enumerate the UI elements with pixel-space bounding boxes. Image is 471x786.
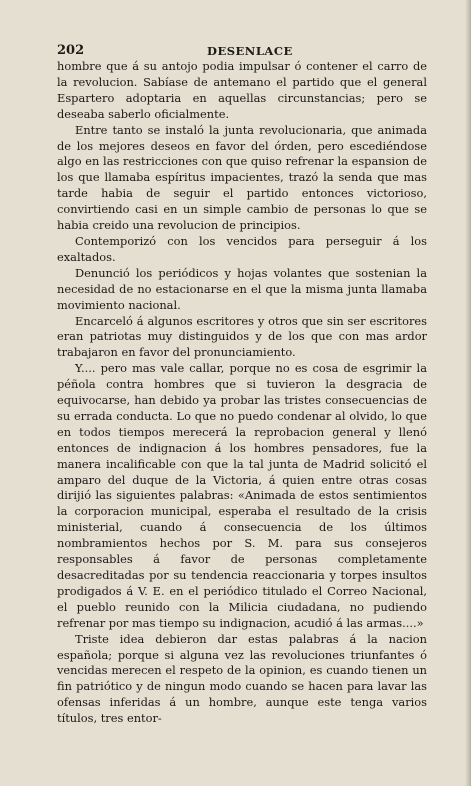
paragraph-3: Contemporizó con los vencidos para perseguir á los exaltados.	[57, 233, 427, 264]
paragraph-5: Encarceló á algunos escritores y otros que sin ser escritores eran patriotas muy distinguidos y de los que con mas ardor trabajaron en favor del pronunciamiento.	[57, 313, 427, 360]
page-number: 202	[57, 43, 85, 58]
paragraph-7: Triste idea debieron dar estas palabras á la nacion española; porque si alguna vez las revoluciones triunfantes ó vencidas merecen el respeto de la opinion, es cuando tienen un fin patriótico y de ningun modo cuando se hacen para lavar las ofensas inferidas á un hombre, aunque este tenga varios títulos, tres entor-	[57, 631, 427, 726]
paragraph-4: Denunció los periódicos y hojas volantes que sostenian la necesidad de no estacionarse en el que la misma junta llamaba movimiento nacional.	[57, 265, 427, 312]
paragraph-2: Entre tanto se instaló la junta revolucionaria, que animada de los mejores deseos en favor del órden, pero escediéndose algo en las restricciones con que quiso refrenar la espansion de los que llamaba espíritus impacientes, trazó la senda que mas tarde habia de seguir el partido entonces victorioso, convirtiendo casi en un simple cambio de personas lo que se habia creido una revolucion de principios.	[57, 122, 427, 233]
running-head: DESENLACE	[207, 44, 293, 58]
paragraph-6: Y.... pero mas vale callar, porque no es cosa de esgrimir la péñola contra hombres que si tuvieron la desgracia de equivocarse, han debido ya probar las tristes consecuencias de su errada conducta. Lo que no puedo condenar al olvido, lo que en todos tiempos merecerá la reprobacion general y llenó entonces de indignacion á los hombres pensadores, fue la manera incalificable con que la tal junta de Madrid solicitó el amparo del duque de la Victoria, á quien entre otras cosas dirijió las siguientes palabras: «Animada de estos sentimientos la corporacion municipal, esperaba el resultado de la crisis ministerial, cuando á consecuencia de los últimos nombramientos hechos por S. M. para sus consejeros responsables á favor de personas completamente desacreditadas por su tendencia reaccionaria y torpes insultos prodigados á V. E. en el periódico titulado el Correo Nacional, el pueblo reunido con la Milicia ciudadana, no pudiendo refrenar por mas tiempo su indignacion, acudió á las armas....»	[57, 361, 427, 630]
paragraph-1: hombre que á su antojo podia impulsar ó contener el carro de la revolucion. Sabíase de antemano el partido que el general Espartero adoptaria en aquellas circunstancias; pero se deseaba saberlo oficialmente.	[57, 59, 427, 121]
body-text	[57, 59, 427, 727]
page-edge-shadow	[465, 0, 471, 786]
page-header	[57, 43, 427, 59]
